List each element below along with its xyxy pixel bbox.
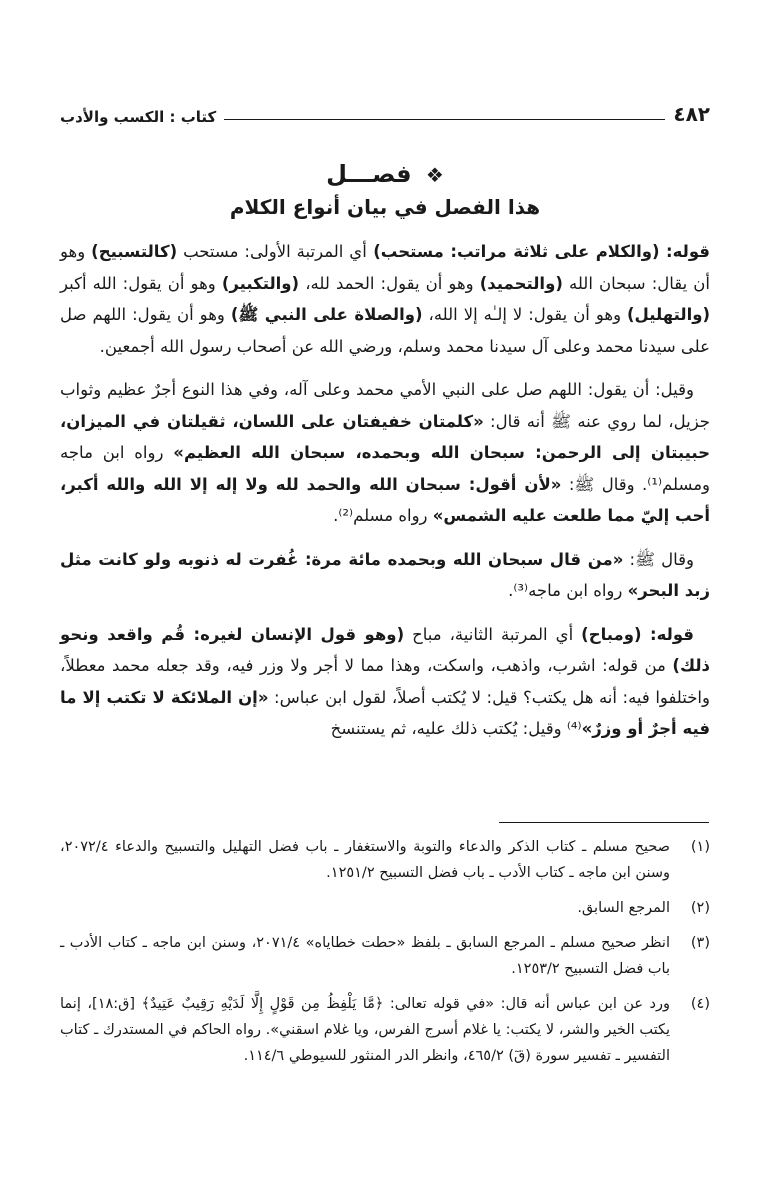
text-segment: ⁽⁴⁾	[566, 719, 582, 738]
text-segment: .	[508, 581, 514, 600]
footnote	[60, 834, 710, 886]
text-segment: أي المرتبة الأولى: مستحب	[177, 242, 367, 261]
footnote-number: (٣)	[690, 935, 710, 951]
text-segment: وهو أن يقول: الحمد لله،	[299, 273, 480, 293]
bold-segment: قوله: (والكلام على ثلاثة مراتب: مستحب)	[366, 242, 710, 261]
ornament-icon: ❖	[425, 163, 444, 187]
bold-segment: «إن الملائكة لا تكتب إلا ما فيه أجرٌ أو وزرٌ»	[60, 687, 710, 738]
body-paragraph	[60, 374, 710, 532]
footnote-text: صحيح مسلم ـ كتاب الذكر والدعاء والتوبة والاستغفار ـ باب فضل التهليل والتسبيح والدعاء ٢٠٧٢/٤، وسنن ابن ماجه ـ كتاب الأدب ـ باب فضل التسبيح ١٢٥١/٢.	[60, 839, 670, 881]
body-paragraph	[60, 236, 710, 362]
footnotes	[60, 834, 710, 1078]
bold-segment: قوله: (ومباح)	[581, 624, 694, 644]
bold-segment: (والتكبير)	[221, 273, 300, 293]
page-number: ٤٨٢	[673, 102, 710, 126]
text-segment: ⁽¹⁾	[647, 474, 663, 494]
text-segment: أي المرتبة الثانية، مباح	[404, 624, 582, 644]
bold-segment: «لأن أقول: سبحان الله والحمد لله ولا إله إلا الله والله أكبر، أحب إليّ مما طلعت عليه الشمس»	[60, 474, 710, 525]
text-segment: وقال ﷺ:	[623, 549, 695, 569]
text-segment: .	[333, 506, 339, 525]
text-segment: وهو أن يقول: اللهم صل على سيدنا محمد وعلى آل سيدنا محمد وسلم، ورضي الله عن أصحاب رسول الله أجمعين.	[60, 305, 710, 356]
page-header	[60, 92, 710, 126]
footnote-number: (٤)	[690, 996, 710, 1012]
text-segment: رواه ابن ماجه	[528, 581, 628, 600]
bold-segment: (والتهليل)	[627, 305, 711, 324]
footnote	[60, 930, 710, 982]
footnote-rule	[499, 822, 709, 823]
footnote-text: المرجع السابق.	[577, 900, 670, 916]
footnote-text: انظر صحيح مسلم ـ المرجع السابق ـ بلفظ «حطت خطاياه» ٢٠٧١/٤، وسنن ابن ماجه ـ كتاب الأدب ـ باب فضل التسبيح ١٢٥٣/٢.	[60, 935, 670, 977]
text-segment: وقيل: أن يقول: اللهم صل على النبي الأمي محمد وعلى آله، وفي هذا النوع أجرٌ عظيم وثواب جزيل، لما روي عنه ﷺ أنه قال:	[60, 380, 710, 431]
text-segment: ⁽³⁾	[513, 581, 529, 600]
footnote	[60, 895, 710, 921]
text-segment: وقيل: يُكتب ذلك عليه، ثم يستنسخ	[330, 719, 567, 738]
text-segment: من قوله: اشرب، واذهب، واسكت، وهذا مما لا أجر ولا وزر فيه، وقد جعله محمد معطلاً، واختلفوا فيه: أنه هل يكتب؟ قيل: لا يُكتب أصلاً، لقول ابن عباس:	[60, 656, 710, 707]
body-paragraph	[60, 619, 710, 745]
section-title	[60, 158, 710, 191]
text-segment: وهو أن يقال: سبحان الله	[60, 242, 711, 293]
body-paragraph	[60, 544, 710, 607]
section-heading	[60, 158, 710, 223]
footnote-number: (٢)	[690, 900, 710, 916]
bold-segment: (والتحميد)	[479, 273, 563, 293]
body-text	[60, 236, 710, 757]
bold-segment: (وهو قول الإنسان لغيره: قُم واقعد ونحو ذلك)	[60, 624, 710, 675]
bold-segment: «من قال سبحان الله وبحمده مائة مرة: غُفرت له ذنوبه ولو كانت مثل زبد البحر»	[60, 549, 710, 600]
bold-segment: (كالتسبيح)	[91, 242, 178, 261]
footnote	[60, 991, 710, 1069]
section-subtitle: هذا الفصل في بيان أنواع الكلام	[229, 195, 541, 219]
text-segment: وهو أن يقول: الله أكبر	[60, 273, 222, 293]
bold-segment: (والصلاة على النبي ﷺ)	[230, 305, 423, 324]
header-rule	[224, 119, 665, 120]
text-segment: رواه مسلم	[353, 506, 433, 525]
footnote-number: (١)	[690, 839, 710, 855]
running-title: كتاب : الكسب والأدب	[60, 108, 217, 126]
footnote-text: ورد عن ابن عباس أنه قال: «في قوله تعالى: ﴿مَّا يَلْفِظُ مِن قَوْلٍ إِلَّا لَدَيْهِ رَقِيبٌ عَتِيدٌ﴾ [ق:١٨]، إنما يكتب الخير والشر، لا يكتب: يا غلام أسرج الفرس، ويا غلام اسقني». رواه الحاكم في المستدرك ـ كتاب التفسير ـ تفسير سورة (قٓ) ٤٦٥/٢، وانظر الدر المنثور للسيوطي ١١٤/٦.	[60, 996, 670, 1064]
section-title-text: فصـــل	[326, 160, 412, 188]
text-segment: رواه ابن ماجه ومسلم	[60, 443, 711, 494]
bold-segment: «كلمتان خفيفتان على اللسان، ثقيلتان في الميزان، حبيبتان إلى الرحمن: سبحان الله وبحمده، سبحان الله العظيم»	[60, 411, 710, 462]
text-segment: . وقال ﷺ:	[561, 474, 648, 494]
text-segment: ⁽²⁾	[338, 506, 354, 525]
text-segment: وهو أن يقول: لا إلـٰه إلا الله،	[422, 305, 627, 324]
